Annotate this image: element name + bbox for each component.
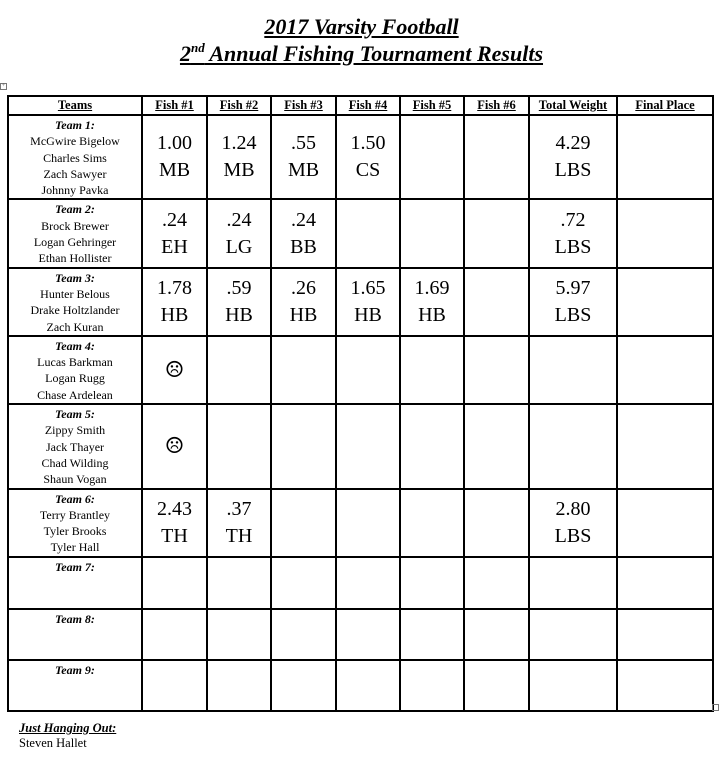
total-weight-cell[interactable] — [529, 489, 617, 557]
fish-cell[interactable] — [400, 404, 464, 488]
team-name: Team 6: — [55, 491, 95, 506]
team-member: Charles Sims — [43, 150, 107, 165]
fish-cell[interactable] — [271, 268, 336, 336]
total-weight-cell[interactable] — [529, 557, 617, 609]
fish-weight: 1.24 — [221, 132, 257, 155]
team-member: Logan Rugg — [45, 371, 105, 386]
col-header-fish-2: Fish #2 — [207, 96, 271, 115]
fish-weight: 1.50 — [350, 132, 386, 155]
team-member: Chase Ardelean — [37, 387, 113, 402]
team-member: Tyler Brooks — [43, 524, 107, 539]
team-cell — [8, 489, 142, 557]
fish-cell[interactable] — [464, 557, 529, 609]
col-header-total-weight: Total Weight — [529, 96, 617, 115]
fish-weight: 1.78 — [157, 276, 192, 299]
fish-weight: .24 — [291, 208, 316, 231]
header-row — [8, 96, 713, 115]
final-place-cell[interactable] — [617, 660, 713, 711]
catcher-initials: MB — [158, 159, 191, 182]
final-place-cell[interactable] — [617, 404, 713, 488]
fish-cell[interactable] — [207, 199, 271, 267]
team-member: Jack Thayer — [45, 439, 105, 454]
col-header-fish-4: Fish #4 — [336, 96, 400, 115]
catcher-initials: HB — [418, 303, 446, 326]
fish-cell[interactable] — [336, 404, 400, 488]
subtitle-ordinal: 2 — [179, 41, 191, 66]
table-row — [8, 199, 713, 267]
final-place-cell[interactable] — [617, 489, 713, 557]
fish-cell[interactable] — [400, 268, 464, 336]
col-header-fish-5: Fish #5 — [400, 96, 464, 115]
table-row — [8, 660, 713, 711]
fish-cell[interactable] — [400, 336, 464, 404]
team-name: Team 9: — [55, 662, 95, 677]
fish-cell[interactable] — [142, 115, 207, 199]
team-member: Logan Gehringer — [33, 235, 117, 250]
col-header-teams: Teams — [8, 96, 142, 115]
fish-cell[interactable] — [271, 336, 336, 404]
team-name: Team 8: — [55, 611, 95, 626]
catcher-initials: HB — [289, 303, 318, 326]
catcher-initials: MB — [287, 159, 320, 182]
subtitle-ordinal-suffix: nd — [190, 40, 205, 55]
catcher-initials: HB — [160, 303, 189, 326]
fish-weight: .24 — [226, 208, 252, 231]
fish-cell[interactable] — [271, 199, 336, 267]
fish-cell[interactable] — [400, 557, 464, 609]
team-cell — [8, 336, 142, 404]
fish-cell[interactable] — [400, 199, 464, 267]
fish-cell[interactable] — [464, 115, 529, 199]
fish-weight: 2.43 — [157, 497, 192, 520]
sad-face-icon: ☹ — [164, 356, 185, 382]
team-member: Chad Wilding — [41, 455, 109, 470]
fish-cell[interactable] — [336, 199, 400, 267]
team-name: Team 4: — [55, 338, 95, 353]
footer-name: Steven Hallet — [19, 736, 87, 750]
fish-cell[interactable] — [464, 404, 529, 488]
fish-weight: 1.65 — [350, 276, 386, 299]
col-header-fish-1: Fish #1 — [142, 96, 207, 115]
fish-cell[interactable] — [207, 404, 271, 488]
team-cell — [8, 557, 142, 609]
total-weight-value: .72 — [560, 208, 586, 231]
team-member: Drake Holtzlander — [30, 303, 120, 318]
table-row — [8, 115, 713, 199]
fish-cell[interactable] — [142, 268, 207, 336]
final-place-cell[interactable] — [617, 115, 713, 199]
fish-cell[interactable] — [142, 660, 207, 711]
team-member: Zach Kuran — [46, 319, 104, 334]
catcher-initials: TH — [225, 524, 253, 547]
team-member: Lucas Barkman — [37, 355, 113, 370]
team-member: Johnny Pavka — [41, 183, 109, 198]
total-weight-cell[interactable] — [529, 609, 617, 660]
final-place-cell[interactable] — [617, 199, 713, 267]
team-name: Team 1: — [55, 118, 95, 132]
fish-cell[interactable] — [142, 609, 207, 660]
fish-cell[interactable] — [142, 489, 207, 557]
col-header-final-place: Final Place — [617, 96, 713, 115]
team-member: Zippy Smith — [44, 423, 106, 438]
fish-weight: .37 — [226, 497, 252, 520]
final-place-cell[interactable] — [617, 609, 713, 660]
fish-cell[interactable] — [271, 660, 336, 711]
team-member: McGwire Bigelow — [30, 134, 120, 149]
fish-weight: 1.69 — [414, 276, 450, 299]
fish-cell[interactable] — [400, 660, 464, 711]
col-header-fish-6: Fish #6 — [464, 96, 529, 115]
fish-cell[interactable] — [336, 268, 400, 336]
table-move-handle-icon[interactable]: + — [1, 83, 6, 89]
fish-cell[interactable] — [271, 115, 336, 199]
document-title: 2017 Varsity Football — [264, 14, 459, 39]
catcher-initials: MB — [223, 159, 255, 182]
footer-title: Just Hanging Out: — [19, 721, 117, 735]
fish-cell[interactable] — [207, 489, 271, 557]
subtitle-text: Annual Fishing Tournament Results — [204, 41, 544, 66]
team-member: Ethan Hollister — [38, 251, 112, 266]
fish-cell[interactable] — [400, 489, 464, 557]
total-weight-unit: LBS — [554, 524, 592, 547]
fish-cell[interactable] — [464, 268, 529, 336]
fish-cell[interactable] — [464, 336, 529, 404]
table-row — [8, 557, 713, 609]
table-row — [8, 609, 713, 660]
table-row — [8, 404, 713, 488]
team-cell — [8, 199, 142, 267]
catcher-initials: TH — [161, 524, 188, 547]
catcher-initials: HB — [225, 303, 253, 326]
fish-cell[interactable] — [336, 660, 400, 711]
document-subtitle — [0, 41, 723, 67]
team-member: Terry Brantley — [39, 507, 111, 522]
fish-cell[interactable] — [464, 199, 529, 267]
catcher-initials: LG — [225, 235, 253, 258]
fish-weight: .59 — [226, 276, 252, 299]
team-name: Team 7: — [55, 559, 95, 574]
total-weight-unit: LBS — [554, 159, 592, 182]
team-member: Zach Sawyer — [43, 166, 107, 181]
total-weight-cell[interactable] — [529, 199, 617, 267]
fish-cell[interactable] — [336, 557, 400, 609]
table-resize-handle-icon[interactable] — [712, 704, 719, 711]
total-weight-value: 4.29 — [555, 132, 591, 155]
team-cell — [8, 268, 142, 336]
team-cell — [8, 404, 142, 488]
team-rows — [8, 115, 713, 711]
team-cell — [8, 609, 142, 660]
fish-cell[interactable] — [400, 115, 464, 199]
fish-cell[interactable] — [271, 557, 336, 609]
table-row — [8, 268, 713, 336]
fish-weight: .55 — [291, 132, 316, 155]
team-cell — [8, 660, 142, 711]
fish-cell[interactable] — [207, 557, 271, 609]
footer-section — [19, 721, 116, 751]
fish-cell[interactable] — [142, 404, 207, 488]
fish-weight: .26 — [291, 276, 316, 299]
fish-weight: .24 — [162, 208, 187, 231]
total-weight-unit: LBS — [554, 235, 592, 258]
team-name: Team 5: — [55, 407, 95, 422]
final-place-cell[interactable] — [617, 557, 713, 609]
team-member: Tyler Hall — [50, 540, 100, 555]
total-weight-unit: LBS — [554, 303, 592, 326]
table-row — [8, 489, 713, 557]
fish-cell[interactable] — [207, 660, 271, 711]
fish-cell[interactable] — [207, 115, 271, 199]
fish-cell[interactable] — [464, 660, 529, 711]
fish-cell[interactable] — [207, 609, 271, 660]
results-table — [7, 95, 714, 712]
total-weight-value: 2.80 — [555, 497, 591, 520]
total-weight-cell[interactable] — [529, 268, 617, 336]
fish-cell[interactable] — [464, 609, 529, 660]
team-name: Team 3: — [55, 270, 95, 285]
fish-cell[interactable] — [142, 557, 207, 609]
fish-cell[interactable] — [464, 489, 529, 557]
fish-cell[interactable] — [271, 609, 336, 660]
total-weight-value: 5.97 — [555, 276, 591, 299]
catcher-initials: BB — [290, 235, 317, 258]
team-member: Shaun Vogan — [43, 472, 107, 487]
fish-cell[interactable] — [336, 489, 400, 557]
catcher-initials: CS — [355, 159, 381, 182]
total-weight-cell[interactable] — [529, 660, 617, 711]
fish-cell[interactable] — [336, 115, 400, 199]
team-cell — [8, 115, 142, 199]
fish-weight: 1.00 — [157, 132, 192, 155]
fish-cell[interactable] — [336, 336, 400, 404]
team-name: Team 2: — [55, 202, 95, 217]
fish-cell[interactable] — [271, 489, 336, 557]
fish-cell[interactable] — [207, 336, 271, 404]
fish-cell[interactable] — [142, 199, 207, 267]
fish-cell[interactable] — [142, 336, 207, 404]
team-member: Hunter Belous — [40, 286, 110, 301]
fish-cell[interactable] — [400, 609, 464, 660]
total-weight-cell[interactable] — [529, 115, 617, 199]
final-place-cell[interactable] — [617, 336, 713, 404]
table-row — [8, 336, 713, 404]
total-weight-cell[interactable] — [529, 336, 617, 404]
fish-cell[interactable] — [271, 404, 336, 488]
team-member: Brock Brewer — [41, 218, 109, 233]
final-place-cell[interactable] — [617, 268, 713, 336]
catcher-initials: HB — [354, 303, 382, 326]
total-weight-cell[interactable] — [529, 404, 617, 488]
col-header-fish-3: Fish #3 — [271, 96, 336, 115]
fish-cell[interactable] — [207, 268, 271, 336]
fish-cell[interactable] — [336, 609, 400, 660]
catcher-initials: EH — [161, 235, 188, 258]
sad-face-icon: ☹ — [164, 433, 185, 459]
